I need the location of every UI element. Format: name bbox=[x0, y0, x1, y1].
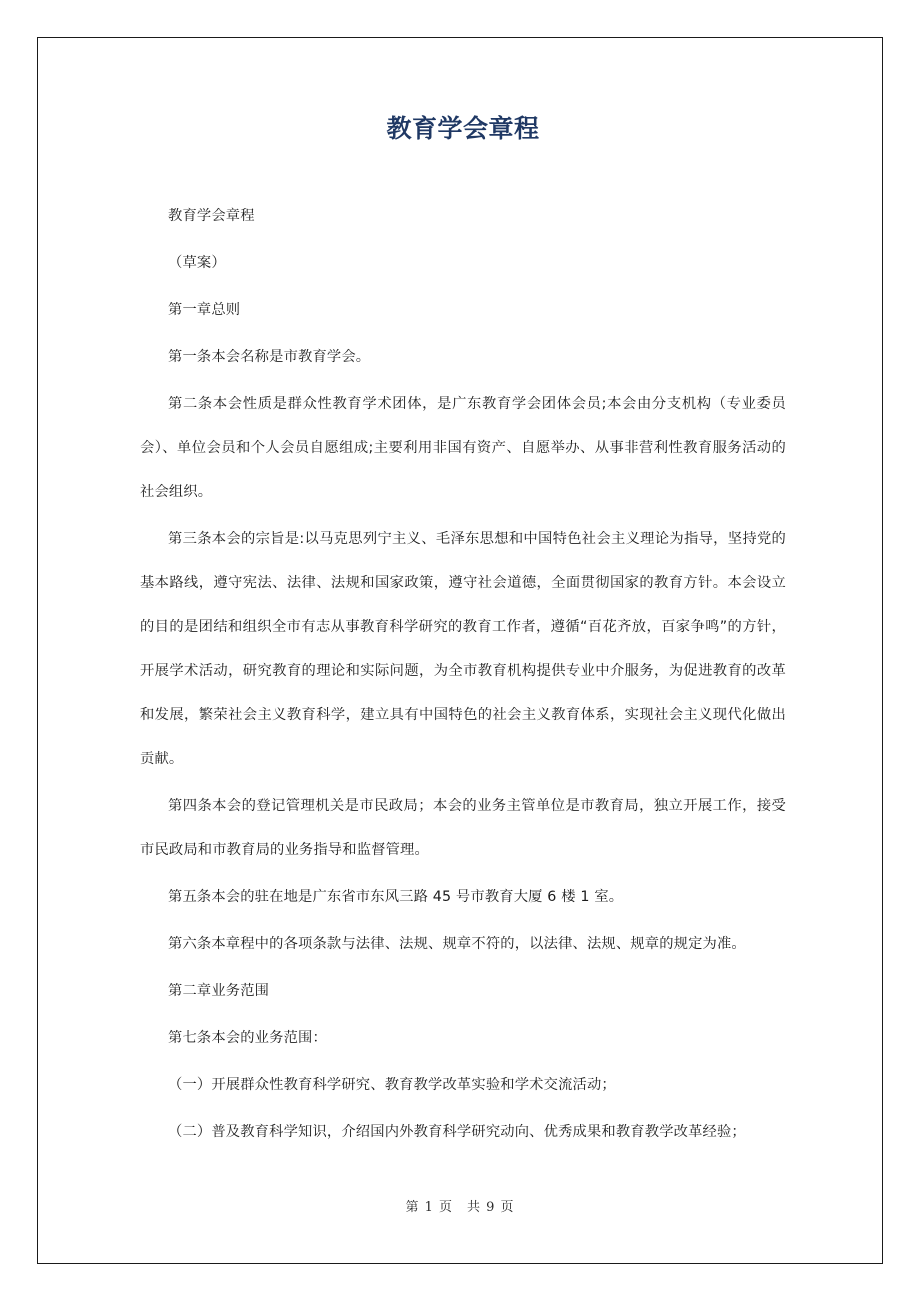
page-footer bbox=[37, 1196, 883, 1215]
paragraph-article-1: 第一条本会名称是市教育学会。 bbox=[168, 349, 371, 365]
paragraph-article-3: 第三条本会的宗旨是:以马克思列宁主义、毛泽东思想和中国特色社会主义理论为指导，坚持党的基本路线，遵守宪法、法律、法规和国家政策，遵守社会道德，全面贯彻国家的教育方针。本会设立的目的是团结和组织全市有志从事教育科学研究的教育工作者，遵循“百花齐放，百家争鸣”的方针，开展学术活动，研究教育的理论和实际问题，为全市教育机构提供专业中介服务，为促进教育的改革和发展，繁荣社会主义教育科学，建立具有中国特色的社会主义教育体系，实现社会主义现代化做出贡献。 bbox=[140, 531, 786, 767]
page-number-indicator: 第 1 页 共 9 页 bbox=[405, 1200, 515, 1215]
paragraph-doc-name: 教育学会章程 bbox=[168, 208, 255, 224]
paragraph-article-6: 第六条本章程中的各项条款与法律、法规、规章不符的，以法律、法规、规章的规定为准。 bbox=[168, 936, 746, 952]
paragraph-article-7: 第七条本会的业务范围： bbox=[168, 1030, 327, 1046]
paragraph-chapter-one-heading: 第一章总则 bbox=[168, 302, 241, 318]
document-body bbox=[140, 112, 786, 1157]
page-title: 教育学会章程 bbox=[386, 114, 540, 143]
paragraph-article-4: 第四条本会的登记管理机关是市民政局；本会的业务主管单位是市教育局，独立开展工作，接受市民政局和市教育局的业务指导和监督管理。 bbox=[140, 798, 786, 858]
list-item-one: （一）开展群众性教育科学研究、教育教学改革实验和学术交流活动； bbox=[168, 1077, 616, 1093]
paragraph-subtitle: （草案） bbox=[168, 255, 226, 271]
paragraph-article-2: 第二条本会性质是群众性教育学术团体，是广东教育学会团体会员;本会由分支机构（专业委员会）、单位会员和个人会员自愿组成;主要利用非国有资产、自愿举办、从事非营利性教育服务活动的社会组织。 bbox=[140, 396, 786, 500]
paragraph-chapter-two-heading: 第二章业务范围 bbox=[168, 983, 270, 999]
paragraph-article-5: 第五条本会的驻在地是广东省市东风三路 45 号市教育大厦 6 楼 1 室。 bbox=[168, 889, 624, 905]
list-item-two: （二）普及教育科学知识，介绍国内外教育科学研究动向、优秀成果和教育教学改革经验； bbox=[168, 1124, 746, 1140]
